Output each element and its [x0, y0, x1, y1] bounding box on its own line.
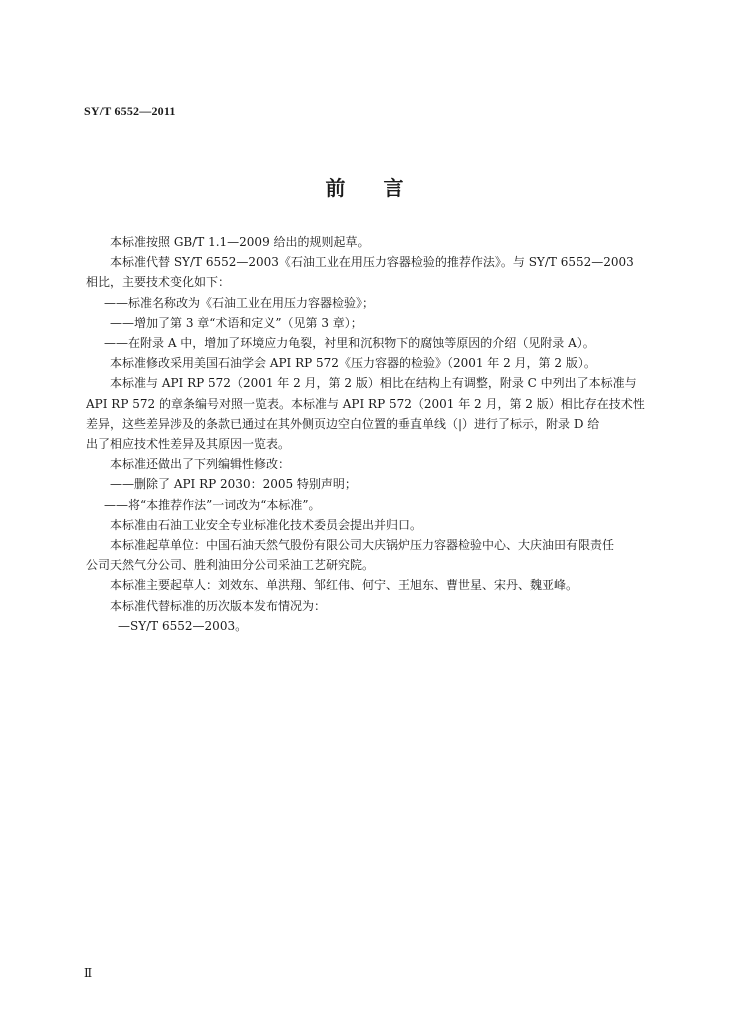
paragraph: 本标准代替 SY/T 6552—2003《石油工业在用压力容器检验的推荐作法》。与 SY/T 6552—2003: [110, 255, 634, 270]
change-item: ——增加了第 3 章“术语和定义”（见第 3 章）；: [110, 315, 363, 330]
change-item: ——在附录 A 中，增加了环境应力龟裂，衬里和沉积物下的腐蚀等原因的介绍（见附录 A）。: [104, 336, 595, 351]
paragraph: 本标准按照 GB/T 1.1—2009 给出的规则起草。: [110, 235, 370, 249]
change-item: ——标准名称改为《石油工业在用压力容器检验》；: [104, 295, 375, 310]
paragraph: 本标准代替标准的历次版本发布情况为：: [110, 598, 327, 613]
paragraph-continuation: 公司天然气分公司、胜利油田分公司采油工艺研究院。: [86, 558, 375, 573]
paragraph: 本标准主要起草人：刘效东、单洪翔、邹红伟、何宁、王旭东、曹世星、宋丹、魏亚峰。: [110, 578, 579, 593]
paragraph: 本标准由石油工业安全专业标准化技术委员会提出并归口。: [110, 517, 423, 532]
paragraph-continuation: 相比，主要技术变化如下：: [86, 275, 231, 290]
foreword-body: [86, 232, 646, 636]
standard-code: SY/T 6552—2011: [84, 104, 176, 118]
paragraph: 本标准修改采用美国石油学会 API RP 572《压力容器的检验》（2001 年 2 月，第 2 版）。: [110, 356, 596, 371]
page-title: 前言: [325, 176, 442, 200]
paragraph: 本标准还做出了下列编辑性修改：: [110, 457, 291, 472]
paragraph-continuation: API RP 572 的章条编号对照一览表。本标准与 API RP 572（2001 年 2 月，第 2 版）相比存在技术性: [86, 396, 645, 411]
version-item: —SY/T 6552—2003。: [118, 618, 248, 633]
page-number: Ⅱ: [84, 966, 93, 980]
paragraph: 本标准与 API RP 572（2001 年 2 月，第 2 版）相比在结构上有调整，附录 C 中列出了本标准与: [110, 376, 637, 391]
edit-item: ——删除了 API RP 2030：2005 特别声明；: [110, 477, 357, 492]
edit-item: ——将“本推荐作法”一词改为“本标准”。: [104, 497, 321, 512]
paragraph-continuation: 出了相应技术性差异及其原因一览表。: [86, 437, 291, 452]
paragraph-continuation: 差异，这些差异涉及的条款已通过在其外侧页边空白位置的垂直单线（|）进行了标示，附录 D 给: [86, 416, 600, 431]
paragraph: 本标准起草单位：中国石油天然气股份有限公司大庆锅炉压力容器检验中心、大庆油田有限责任: [110, 538, 615, 553]
